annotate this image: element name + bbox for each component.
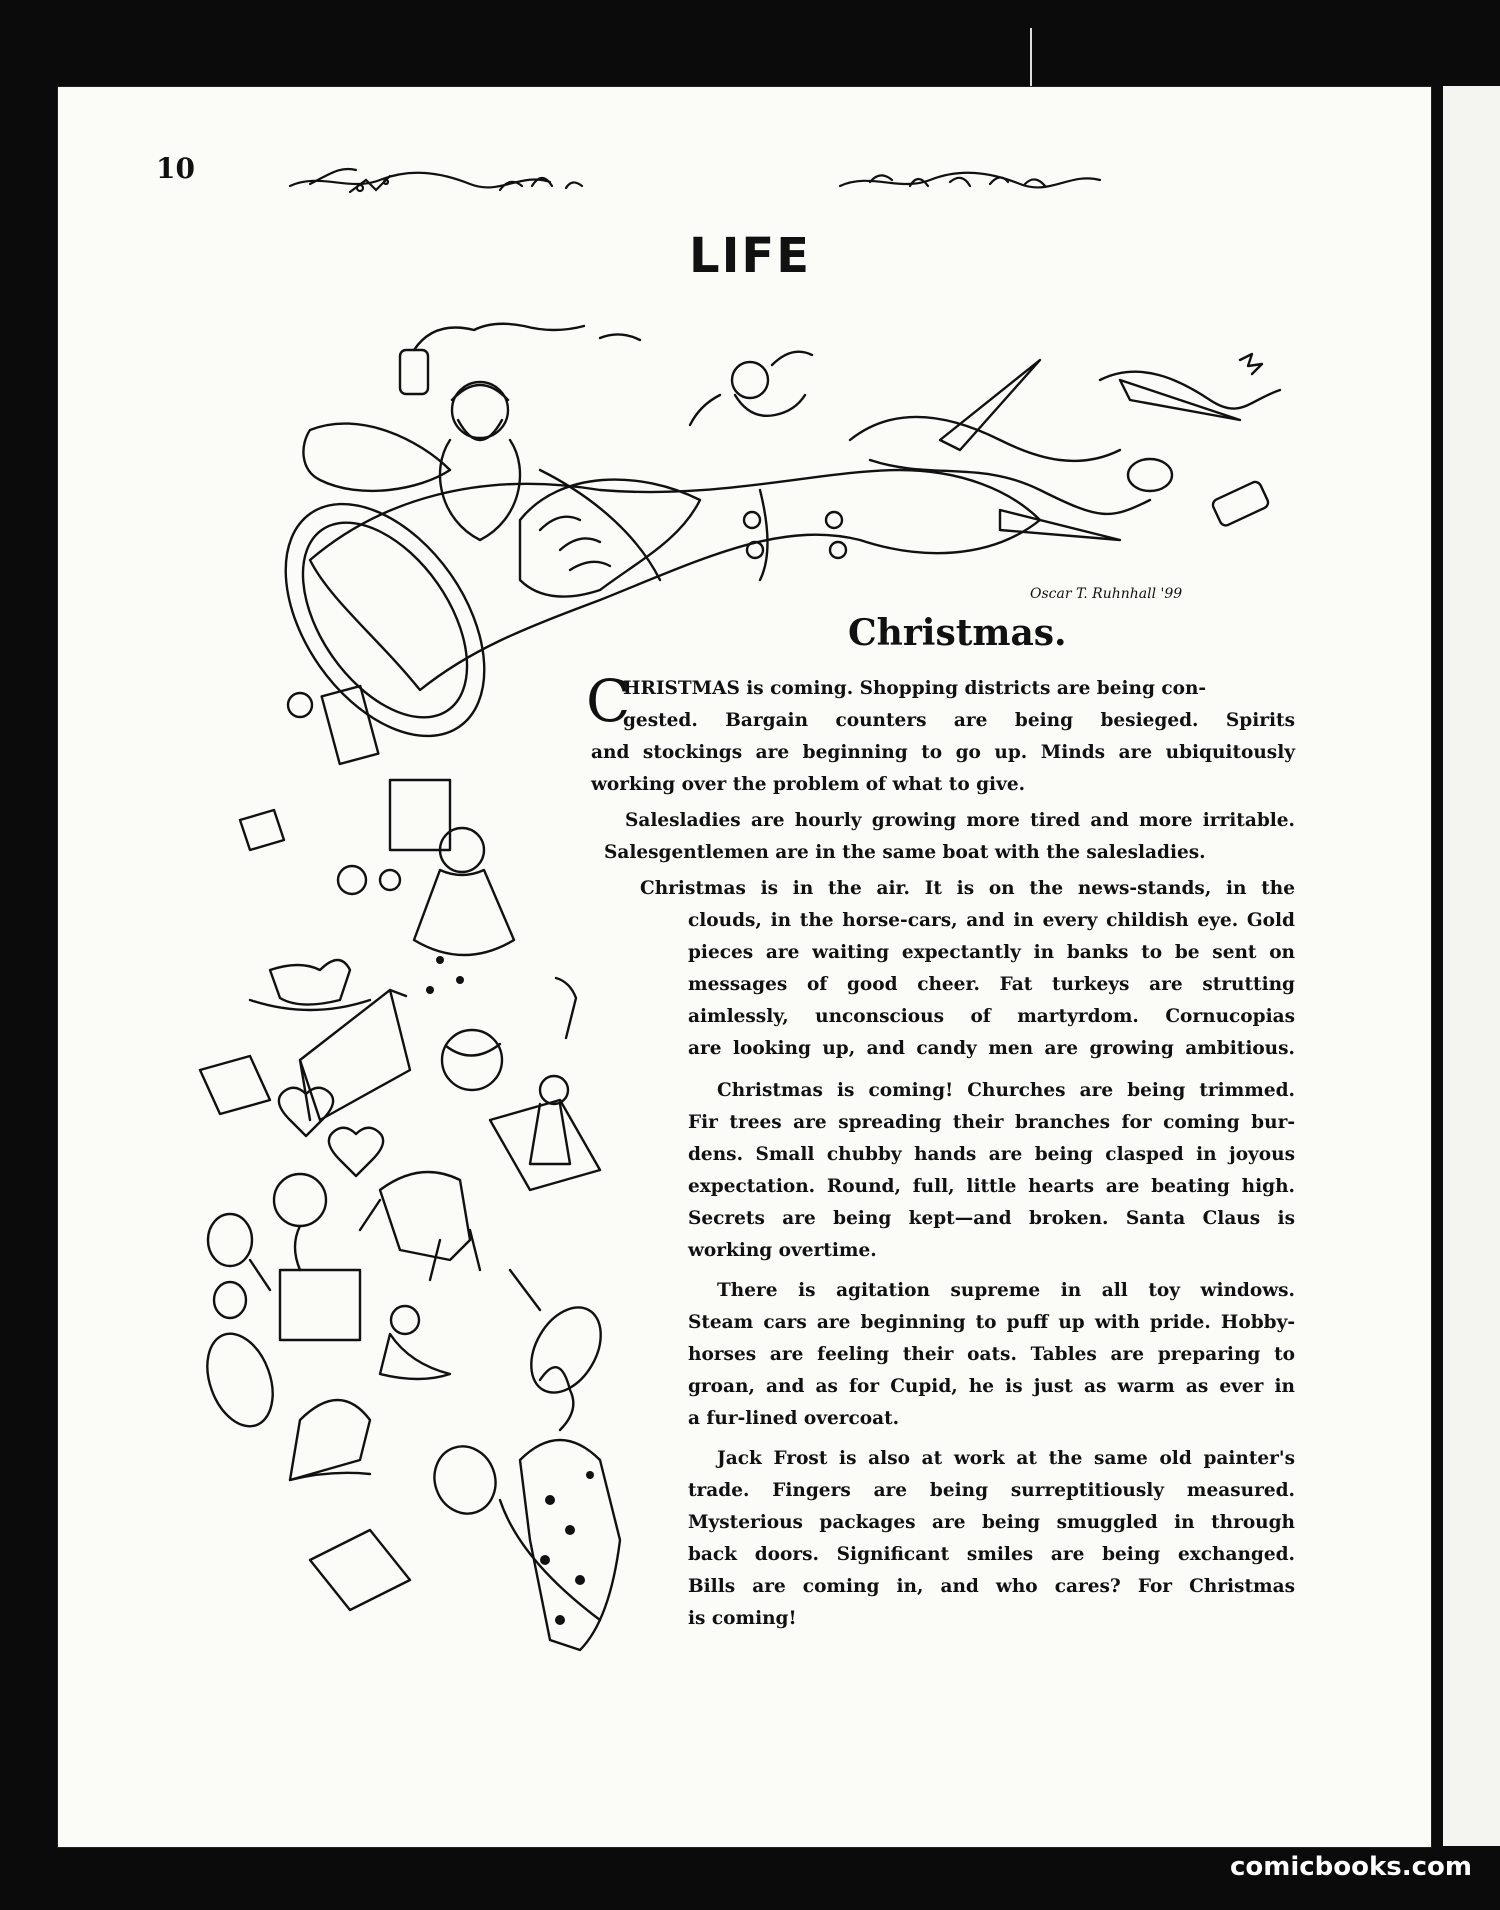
ice-skate xyxy=(290,1400,370,1480)
spotted-rocking-horse xyxy=(520,1440,620,1650)
p4-line-5: Secrets are being kept—and broken. Santa Claus is xyxy=(688,1208,1295,1229)
p3-line-1: Christmas is in the air. It is on the news-stands, in the xyxy=(640,878,1295,899)
p6-line-1: Jack Frost is also at work at the same old painter's xyxy=(717,1448,1295,1469)
p1-line-4: working over the problem of what to give. xyxy=(591,774,1026,795)
cupid xyxy=(732,362,768,398)
candy-cone xyxy=(1120,380,1240,420)
p2-line-2: Salesgentlemen are in the same boat with the salesladies. xyxy=(604,842,1206,863)
p5-line-2: Steam cars are beginning to puff up with pride. Hobby- xyxy=(688,1312,1295,1333)
tennis-racket xyxy=(517,1295,615,1405)
p2-line-1: Salesladies are hourly growing more tired and more irritable. xyxy=(625,810,1295,831)
wing xyxy=(520,480,700,597)
p3-line-6: are looking up, and candy men are growing ambitious. xyxy=(688,1038,1295,1059)
masthead-title: LIFE xyxy=(688,228,812,284)
p3-line-3: pieces are waiting expectantly in banks to be sent on xyxy=(688,942,1295,963)
p5-line-5: a fur-lined overcoat. xyxy=(688,1408,900,1429)
p5-line-4: groan, and as for Cupid, he is just as warm as ever in xyxy=(688,1376,1295,1397)
p5-line-3: horses are feeling their oats. Tables are preparing to xyxy=(688,1344,1295,1365)
p3-line-2: clouds, in the horse-cars, and in every childish eye. Gold xyxy=(688,910,1295,931)
toy-ball xyxy=(442,1030,502,1090)
stein-icon xyxy=(400,350,428,394)
p6-line-3: Mysterious packages are being smuggled in through xyxy=(688,1512,1295,1533)
jack-in-box xyxy=(280,1270,360,1340)
p4-line-4: expectation. Round, full, little hearts are beating high. xyxy=(688,1176,1295,1197)
drop-cap: C xyxy=(586,667,631,735)
p3-line-5: aimlessly, unconscious of martyrdom. Cornucopias xyxy=(688,1006,1295,1027)
page-number: 10 xyxy=(156,152,195,185)
p6-line-4: back doors. Significant smiles are being exchanged. xyxy=(688,1544,1295,1565)
p1-line-2: gested. Bargain counters are being besieged. Spirits xyxy=(623,710,1295,731)
p5-line-1: There is agitation supreme in all toy windows. xyxy=(717,1280,1295,1301)
p4-line-6: working overtime. xyxy=(688,1240,877,1261)
horn-body xyxy=(310,470,1040,690)
p6-line-6: is coming! xyxy=(688,1608,797,1629)
p4-line-3: dens. Small chubby hands are being clasped in joyous xyxy=(688,1144,1295,1165)
toy-donkey xyxy=(380,1172,470,1260)
p3-line-4: messages of good cheer. Fat turkeys are strutting xyxy=(688,974,1295,995)
p6-line-5: Bills are coming in, and who cares? For Christmas xyxy=(688,1576,1295,1597)
santa-head xyxy=(452,382,508,438)
p1-line-1: HRISTMAS is coming. Shopping districts are being con- xyxy=(623,678,1207,699)
article-title: Christmas. xyxy=(848,612,1067,654)
artist-signature: Oscar T. Ruhnhall '99 xyxy=(1030,586,1183,602)
p4-line-2: Fir trees are spreading their branches for coming bur- xyxy=(688,1112,1295,1133)
p4-line-1: Christmas is coming! Churches are being trimmed. xyxy=(717,1080,1295,1101)
p1-line-3: and stockings are beginning to go up. Minds are ubiquitously xyxy=(591,742,1295,763)
toy-trunk xyxy=(310,1530,410,1610)
rocking-horse xyxy=(270,960,350,1005)
football xyxy=(195,1325,284,1436)
p6-line-2: trade. Fingers are being surreptitiously measured. xyxy=(688,1480,1295,1501)
watermark: comicbooks.com xyxy=(1229,1852,1472,1882)
